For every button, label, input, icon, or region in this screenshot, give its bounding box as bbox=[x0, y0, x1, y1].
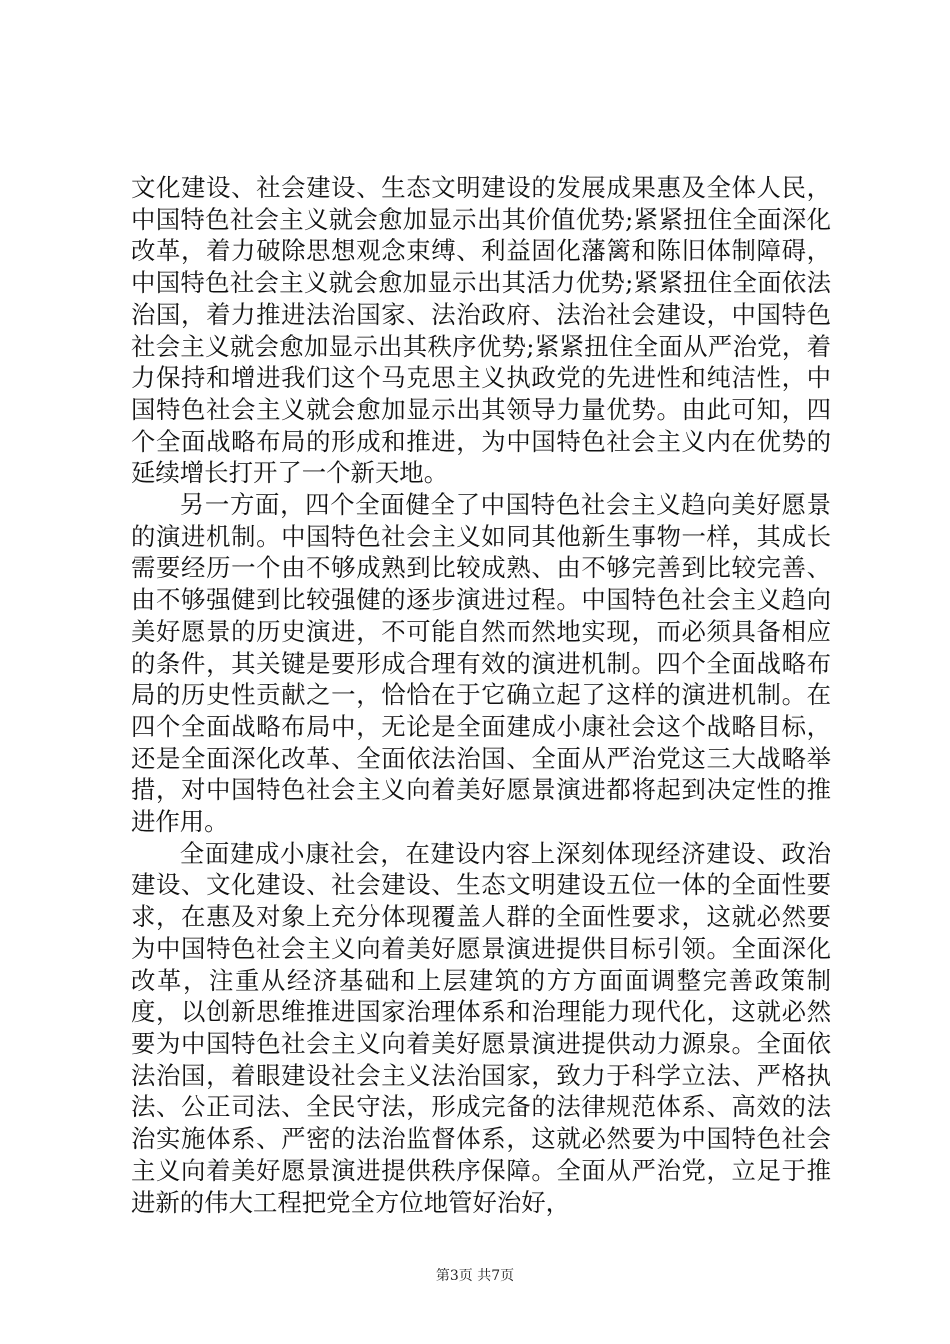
page-number-indicator: 第3页 共7页 bbox=[435, 1268, 515, 1284]
document-body bbox=[131, 172, 831, 1218]
paragraph-1: 文化建设、社会建设、生态文明建设的发展成果惠及全体人民，中国特色社会主义就会愈加显示出其价值优势;紧紧扭住全面深化改革，着力破除思想观念束缚、利益固化藩篱和陈旧体制障碍，中国特色社会主义就会愈加显示出其活力优势;紧紧扭住全面依法治国，着力推进法治国家、法治政府、法治社会建设，中国特色社会主义就会愈加显示出其秩序优势;紧紧扭住全面从严治党，着力保持和增进我们这个马克思主义执政党的先进性和纯洁性，中国特色社会主义就会愈加显示出其领导力量优势。由此可知，四个全面战略布局的形成和推进，为中国特色社会主义内在优势的延续增长打开了一个新天地。 bbox=[131, 173, 831, 488]
paragraph-3: 全面建成小康社会，在建设内容上深刻体现经济建设、政治建设、文化建设、社会建设、生态文明建设五位一体的全面性要求，在惠及对象上充分体现覆盖人群的全面性要求，这就必然要为中国特色社会主义向着美好愿景演进提供目标引领。全面深化改革，注重从经济基础和上层建筑的方方面面调整完善政策制度，以创新思维推进国家治理体系和治理能力现代化，这就必然要为中国特色社会主义向着美好愿景演进提供动力源泉。全面依法治国，着眼建设社会主义法治国家，致力于科学立法、严格执法、公正司法、全民守法，形成完备的法律规范体系、高效的法治实施体系、严密的法治监督体系，这就必然要为中国特色社会主义向着美好愿景演进提供秩序保障。全面从严治党，立足于推进新的伟大工程把党全方位地管好治好， bbox=[131, 838, 831, 1217]
paragraph-2: 另一方面，四个全面健全了中国特色社会主义趋向美好愿景的演进机制。中国特色社会主义如同其他新生事物一样，其成长需要经历一个由不够成熟到比较成熟、由不够完善到比较完善、由不够强健到比较强健的逐步演进过程。中国特色社会主义趋向美好愿景的历史演进，不可能自然而然地实现，而必须具备相应的条件，其关键是要形成合理有效的演进机制。四个全面战略布局的历史性贡献之一，恰恰在于它确立起了这样的演进机制。在四个全面战略布局中，无论是全面建成小康社会这个战略目标，还是全面深化改革、全面依法治国、全面从严治党这三大战略举措，对中国特色社会主义向着美好愿景演进都将起到决定性的推进作用。 bbox=[131, 490, 831, 837]
page-footer bbox=[0, 1267, 950, 1285]
